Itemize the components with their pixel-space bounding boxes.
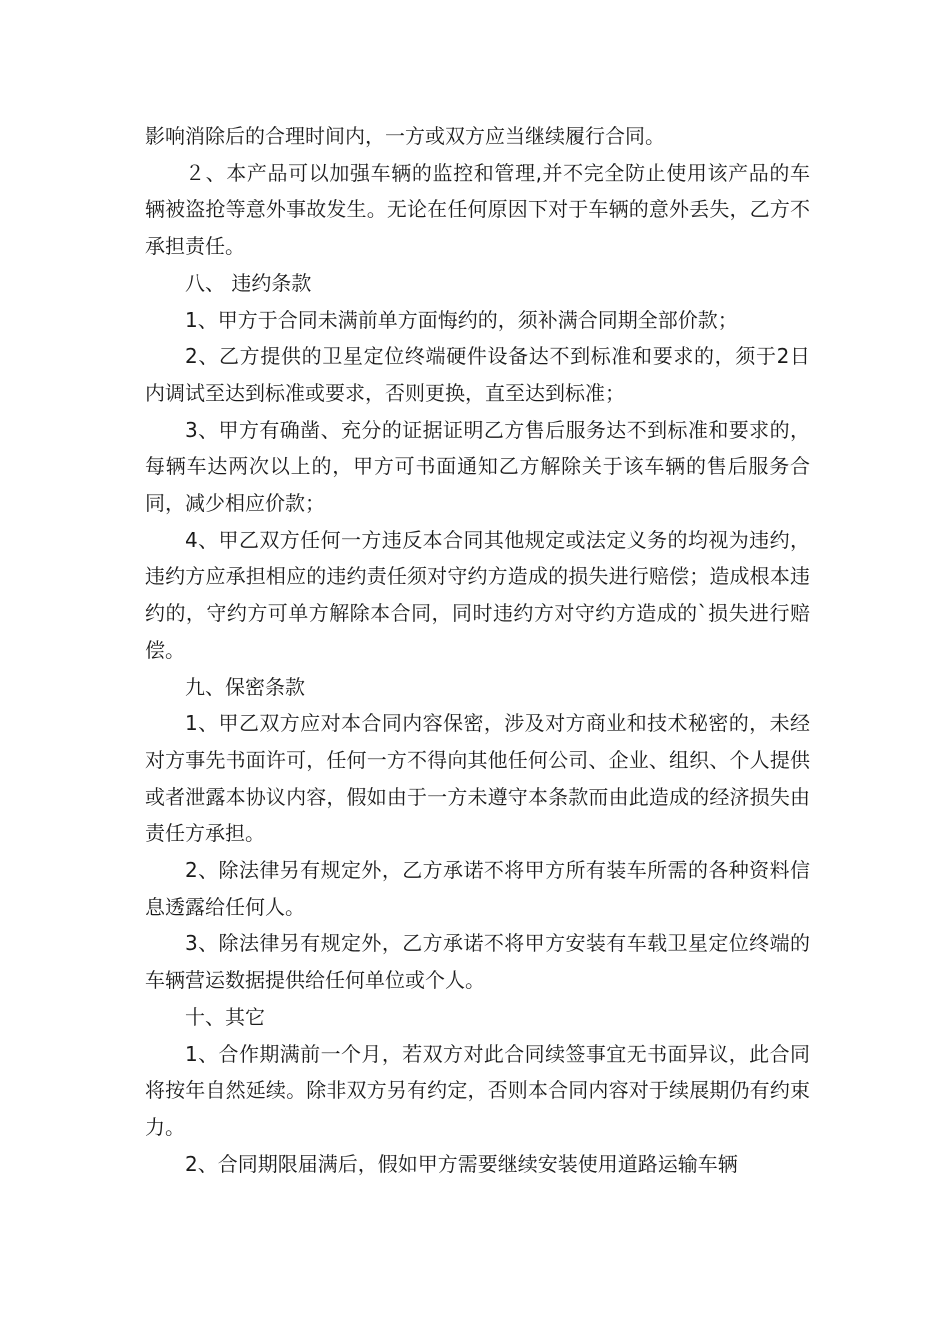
paragraph-other-1: 1、合作期满前一个月，若双方对此合同续签事宜无书面异议，此合同将按年自然延续。除非双方另有约定，否则本合同内容对于续展期仍有约束力。 — [145, 1041, 810, 1139]
section-heading-breach: 八、 违约条款 — [185, 270, 312, 295]
paragraph-clause-2-force-majeure: ２、本产品可以加强车辆的监控和管理,并不完全防止使用该产品的车辆被盗抢等意外事故发生。无论在任何原因下对于车辆的意外丢失，乙方不承担责任。 — [145, 160, 810, 259]
paragraph-breach-3: 3、甲方有确凿、充分的证据证明乙方售后服务达不到标准和要求的，每辆车达两次以上的，甲方可书面通知乙方解除关于该车辆的售后服务合同，减少相应价款； — [145, 417, 810, 516]
paragraph-breach-4: 4、甲乙双方任何一方违反本合同其他规定或法定义务的均视为违约，违约方应承担相应的违约责任须对守约方造成的损失进行赔偿；造成根本违约的，守约方可单方解除本合同，同时违约方对守约方造成的`损失进行赔偿。 — [145, 527, 810, 662]
document-body — [145, 118, 810, 1182]
paragraph-breach-1: 1、甲方于合同未满前单方面悔约的，须补满合同期全部价款； — [185, 307, 738, 332]
paragraph-confidentiality-3: 3、除法律另有规定外，乙方承诺不将甲方安装有车载卫星定位终端的车辆营运数据提供给任何单位或个人。 — [145, 931, 810, 993]
paragraph-confidentiality-2: 2、除法律另有规定外，乙方承诺不将甲方所有装车所需的各种资料信息透露给任何人。 — [145, 858, 810, 919]
section-heading-other: 十、其它 — [185, 1004, 265, 1029]
paragraph-confidentiality-1: 1、甲乙双方应对本合同内容保密，涉及对方商业和技术秘密的，未经对方事先书面许可，任何一方不得向其他任何公司、企业、组织、个人提供或者泄露本协议内容，假如由于一方未遵守本条款而由此造成的经济损失由责任方承担。 — [145, 711, 810, 846]
paragraph-other-2: 2、合同期限届满后，假如甲方需要继续安装使用道路运输车辆 — [185, 1151, 738, 1176]
paragraph-breach-2: 2、乙方提供的卫星定位终端硬件设备达不到标准和要求的，须于2日内调试至达到标准或要求，否则更换，直至达到标准； — [145, 344, 810, 405]
section-heading-confidentiality: 九、保密条款 — [185, 674, 305, 699]
paragraph-continuation: 影响消除后的合理时间内，一方或双方应当继续履行合同。 — [145, 124, 665, 148]
